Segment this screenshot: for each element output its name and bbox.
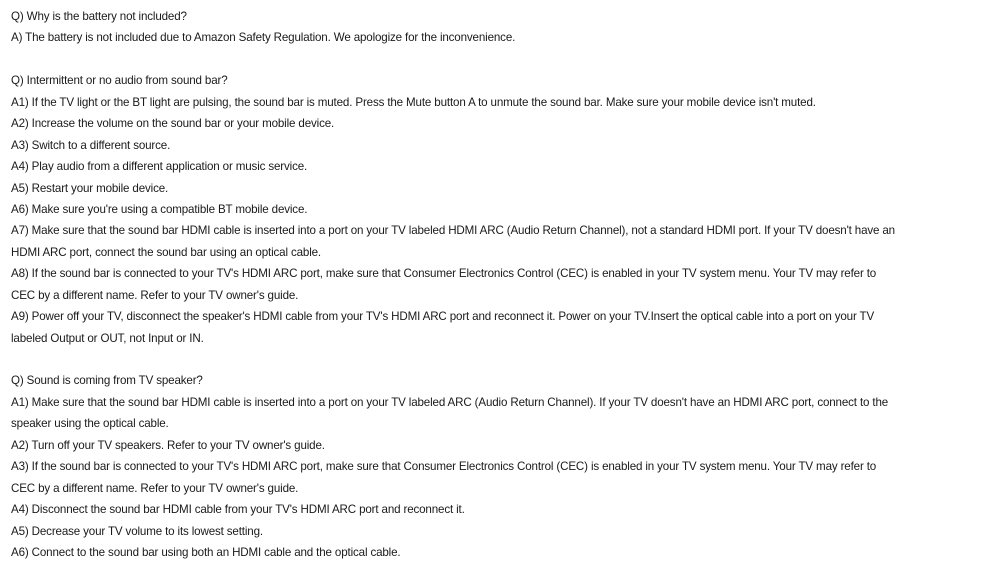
faq-section: [11, 370, 986, 563]
answer-line: CEC by a different name. Refer to your TV owner's guide.: [11, 288, 299, 302]
faq-answer: [11, 263, 986, 306]
answer-line: A3) Switch to a different source.: [11, 138, 171, 152]
faq-question: Q) Intermittent or no audio from sound bar?: [11, 74, 228, 88]
faq-answer: [11, 542, 986, 563]
faq-answer: [11, 392, 986, 435]
faq-question: Q) Sound is coming from TV speaker?: [11, 374, 203, 388]
answer-line: A4) Disconnect the sound bar HDMI cable from your TV's HDMI ARC port and reconnect it.: [11, 503, 465, 517]
answer-line: CEC by a different name. Refer to your TV owner's guide.: [11, 481, 299, 495]
answer-line: A7) Make sure that the sound bar HDMI cable is inserted into a port on your TV labeled HDMI ARC (Audio Return Channel), not a standard HDMI port. If your TV doesn't have an: [11, 224, 895, 238]
faq-answer: [11, 220, 986, 263]
faq-section: [11, 6, 986, 49]
faq-answer: [11, 27, 986, 48]
answer-line: A9) Power off your TV, disconnect the speaker's HDMI cable from your TV's HDMI ARC port and reconnect it. Power on your TV.Insert the optical cable into a port on your TV: [11, 310, 875, 324]
answer-line: A4) Play audio from a different application or music service.: [11, 160, 308, 174]
faq-answer: [11, 521, 986, 542]
faq-answer: [11, 135, 986, 156]
answer-line: A6) Connect to the sound bar using both an HDMI cable and the optical cable.: [11, 545, 401, 559]
section-spacer: [11, 349, 986, 370]
faq-answer: [11, 435, 986, 456]
faq-answer: [11, 92, 986, 113]
answer-line: speaker using the optical cable.: [11, 417, 169, 431]
answer-line: A2) Increase the volume on the sound bar or your mobile device.: [11, 117, 335, 131]
answer-line: A3) If the sound bar is connected to your TV's HDMI ARC port, make sure that Consumer Electronics Control (CEC) is enabled in your TV system menu. Your TV may refer to: [11, 460, 877, 474]
answer-line: A5) Restart your mobile device.: [11, 181, 169, 195]
answer-line: A8) If the sound bar is connected to your TV's HDMI ARC port, make sure that Consumer Electronics Control (CEC) is enabled in your TV system menu. Your TV may refer to: [11, 267, 877, 281]
answer-line: A2) Turn off your TV speakers. Refer to your TV owner's guide.: [11, 438, 325, 452]
faq-answer: [11, 456, 986, 499]
faq-answer: [11, 113, 986, 134]
answer-line: A1) Make sure that the sound bar HDMI cable is inserted into a port on your TV labeled ARC (Audio Return Channel). If your TV doesn't have an HDMI ARC port, connect to the: [11, 395, 889, 409]
faq-answer: [11, 499, 986, 520]
faq-document: [11, 6, 986, 563]
faq-answer: [11, 178, 986, 199]
section-spacer: [11, 49, 986, 70]
faq-section: [11, 70, 986, 349]
answer-line: A6) Make sure you're using a compatible BT mobile device.: [11, 202, 308, 216]
faq-answer: [11, 156, 986, 177]
answer-line: HDMI ARC port, connect the sound bar using an optical cable.: [11, 245, 322, 259]
faq-question: Q) Why is the battery not included?: [11, 10, 187, 23]
answer-line: A5) Decrease your TV volume to its lowest setting.: [11, 524, 263, 538]
faq-answer: [11, 306, 986, 349]
answer-line: A) The battery is not included due to Amazon Safety Regulation. We apologize for the inconvenience.: [11, 31, 516, 45]
answer-line: labeled Output or OUT, not Input or IN.: [11, 331, 204, 345]
faq-answer: [11, 199, 986, 220]
answer-line: A1) If the TV light or the BT light are pulsing, the sound bar is muted. Press the Mute button A to unmute the sound bar. Make sure your mobile device isn't muted.: [11, 95, 816, 109]
